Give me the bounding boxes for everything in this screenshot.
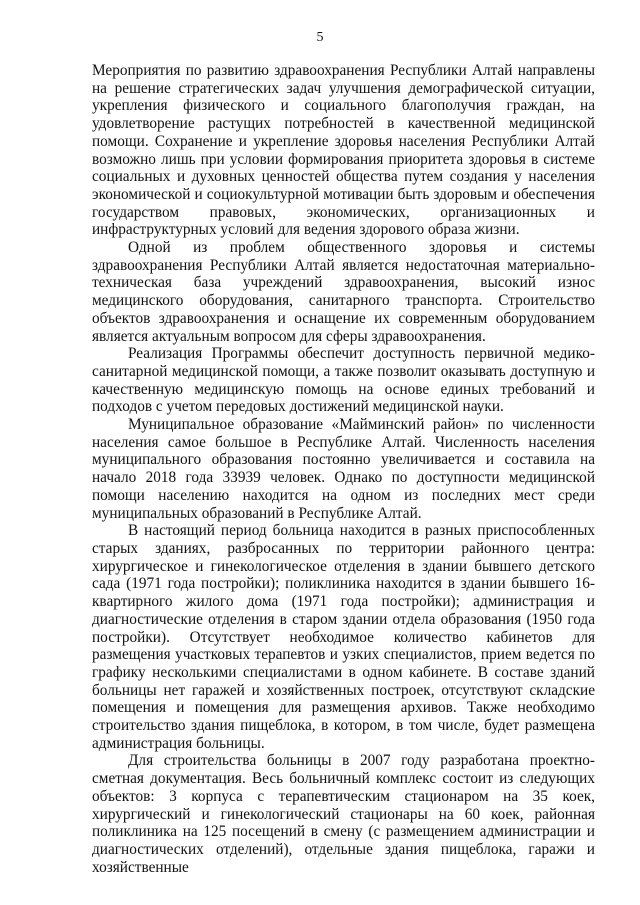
paragraph-mayminsky-district: Муниципальное образование «Майминский район» по численности населения самое большое в Республике Алтай. Численность населения муниципального образования постоянно увеличивается и составила на начало 2018 года 33939 человек. Однако по доступности медицинской помощи населению находится на одном из последних мест среди муниципальных образований в Республике Алтай. (92, 416, 595, 522)
paragraph-material-base-problem: Одной из проблем общественного здоровья и системы здравоохранения Республики Алтай является недостаточная материально-техническая база учреждений здравоохранения, высокий износ медицинского оборудования, санитарного транспорта. Строительство объектов здравоохранения и оснащение их современным оборудованием является актуальным вопросом для сферы здравоохранения. (92, 239, 595, 345)
paragraph-health-development-goals: Мероприятия по развитию здравоохранения Республики Алтай направлены на решение стратегических задач улучшения демографической ситуации, укрепления физического и социального благополучия граждан, на удовлетворение растущих потребностей в качественной медицинской помощи. Сохранение и укрепление здоровья населения Республики Алтай возможно лишь при условии формирования приоритета здоровья в системе социальных и духовных ценностей общества путем создания у населения экономической и социокультурной мотивации быть здоровым и обеспечения государством правовых, экономических, организационных и инфраструктурных условий для ведения здорового образа жизни. (92, 62, 595, 239)
paragraph-hospital-construction: Для строительства больницы в 2007 году разработана проектно-сметная документация. Весь больничный комплекс состоит из следующих объектов: 3 корпуса с терапевтическим стационаром на 35 коек, хирургический и гинекологический стационары на 60 коек, районная поликлиника на 125 посещений в смену (с размещением администрации и диагностических отделений), отдельные здания пищеблока, гаражи и хозяйственные (92, 752, 595, 876)
paragraph-program-implementation: Реализация Программы обеспечит доступность первичной медико-санитарной медицинской помощи, а также позволит оказывать доступную и качественную медицинскую помощь на основе единых требований и подходов с учетом передовых достижений медицинской науки. (92, 345, 595, 416)
paragraph-hospital-current-state: В настоящий период больница находится в разных приспособленных старых зданиях, разбросанных по территории районного центра: хирургическое и гинекологическое отделения в здании бывшего детского сада (1971 года постройки); поликлиника находится в здании бывшего 16-квартирного жилого дома (1971 года постройки); администрация и диагностические отделения в старом здании отдела образования (1950 года постройки). Отсутствует необходимое количество кабинетов для размещения участковых терапевтов и узких специалистов, прием ведется по графику несколькими специалистами в одном кабинете. В составе зданий больницы нет гаражей и хозяйственных построек, отсутствуют складские помещения и помещения для размещения архивов. Также необходимо строительство здания пищеблока, в котором, в том числе, будет размещена администрация больницы. (92, 522, 595, 752)
document-body (92, 62, 595, 876)
page-number: 5 (316, 30, 324, 45)
